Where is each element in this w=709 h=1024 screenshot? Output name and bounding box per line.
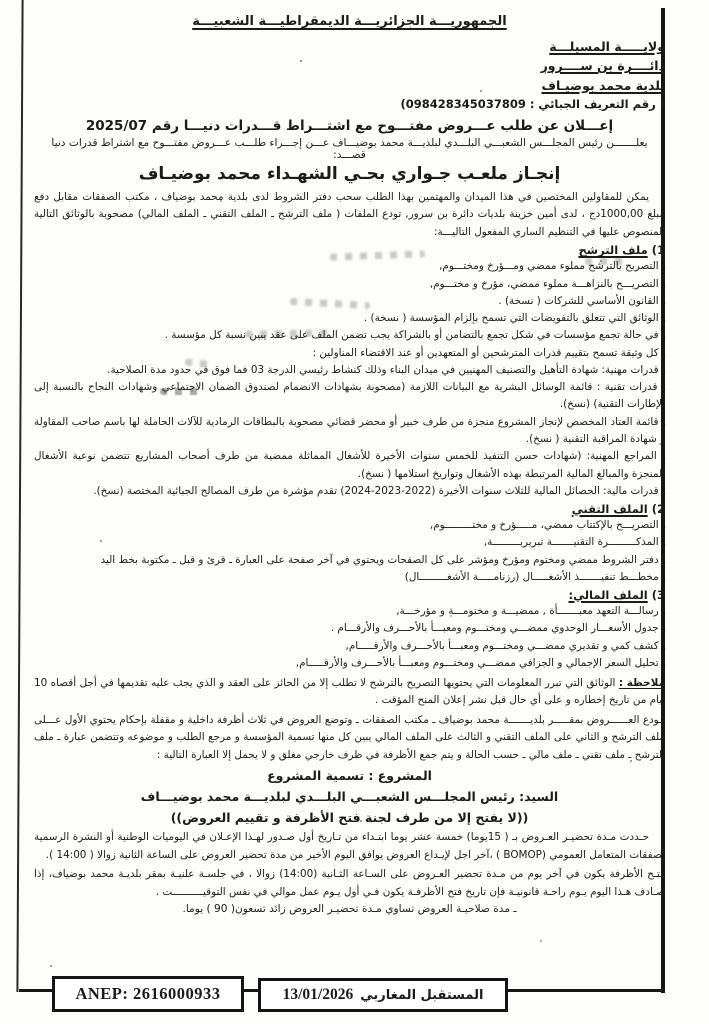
requirement-item: ـ مخطـــط تنفيـــــــذ الأشغـــــال (رزنامـــــة الأشغـــــــــال) [404,570,665,583]
requirement-item: ـ قدرات تقنية : قائمة الوسائل البشرية مع البيانات اللازمة (مصحوبة بشهادات الانضمام لصندوق الضمان الاجتماعي وشهادات النجاح بالنسبة إلى الإطارات التقنية) (نسخ). [34,381,665,411]
requirement-item: ـ رسالـــة التعهد معبـــــــأة , ممضيـــة و مختومـــة و مؤرخـــة, [396,605,665,618]
requirement-item: ـ المراجع المهنية: (شهادات حسن التنفيذ للخمس سنوات الأخيرة للأشغال المماثلة ممضية من طرف أصحاب المشاريع تتضمن نوعية الأشغال المنجزة والمبالغ المالية المرتبطة بهذه الأشغال وتواريخ استلامها ( نسخ). [34,450,665,480]
requirement-item: ـ قدرات مالية: الحصائل المالية للثلاث سنوات الأخيرة (2022-2023-2024) تقدم مؤشرة من طرف المصالح الجبائية المختصة (نسخ). [93,484,665,497]
anep-box [52,976,244,1012]
opening-paragraph: فتـح الأظرفة يكون في آخر يوم من مـدة تحضير العـروض على السـاعة الثـانية (14:00) زوالا ، في جلسـة علنيـة بمقر بلديـة محمد بوضياف، إذا صـادف هـذا اليوم يـوم راحـة قانونيـة فإن تاريخ فتح الأظرفـة يكون فـي أول يـوم عمل موالي في نفس التوقيــــــــــت . [34,868,665,898]
requirement-item: ـ كشف كمي و تقديري ممضـــي ومختـــوم ومعبـــأ بالأحـــرف والأرقـــــام, [345,639,665,652]
envelope-addressee: السيد: رئيس المجلـــس الشعبـــي البلـــدي لبلديـــة محمد بوضيـــاف [140,789,559,805]
document-body [34,12,665,926]
note-label: ملاحظة : [618,677,665,690]
daira-line: دائــــرة بن ســــرور [540,58,665,74]
wilaya-line: ولايـــــة المسيلـــة [549,39,665,54]
submission-paragraph: تـودع العــــــروض بمقـــــر بلديـــــــة محمد بوضياف ـ مكتب الصفقات ـ وتوضع العروض في ثلاث أظرفة داخلية و مقفلة بإحكام يحتوي الأول عـــلى ملف الترشح و الثاني على الملف التقني و الثالث على الملف المالي يبين كل منها تسمية المؤسسة و مرجع الطلب و موضوعه وتتضمن عبارة ـ ملف الترشح ـ ملف تقني ـ ملف مالي ـ حسب الحالة و يتم جمع الأظرفة في ظرف خارجي مغلق و لا يحمل إلا العبارة التالية : [34,713,665,761]
requirement-item: ـ الوثائق التي تتعلق بالتفويضات التي تسمح بإلزام المؤسسة ( نسخة) . [363,312,665,325]
requirement-item: ـ القانون الأساسي للشركات ( نسخة) . [498,294,665,307]
envelope-warning: ((لا يفتح إلا من طرف لجنة فتح الأظرفة و تقييم العروض)) [170,810,529,826]
section-1-heading [34,243,665,257]
page-border-left [16,0,23,992]
requirement-item: ـ جدول الأسعـــار الوحدوي ممضـــي ومختـــوم ومعبـــأ بالأحـــرف والأرقـــام . [330,622,665,635]
tender-intro: يعلـــــــن رئيس المجلـــس الشعبـــي البلـــدي لبلديـــة محمد بوضيـــاف عـــن إجـــراء طلـــب عـــروض مفتـــوح مع اشتراط قدرات دنيا قصـــد: [51,136,648,161]
section-3-title: الملف المالي: [568,588,648,603]
requirement-item: ـ دفتر الشروط ممضي ومختوم ومؤرخ ومؤشر على كل الصفحات ويحتوي في آخر صفحة على العبارة ـ قرئ و قبل ـ مكتوبة بخط اليد [100,553,665,566]
requirement-item: ـ التصريح بالترشح مملوء ممضي ومـــؤرخ ومختـــوم, [439,260,665,273]
commune-line: بلدية محمد بوضيـاف [541,77,665,93]
requirement-item: ـ التصريـــح بالإكتتاب ممضي، مـــــؤرخ و مختـــــــــوم, [429,519,665,532]
requirement-item: ـ قائمة العتاد المخصص لإنجاز المشروع منجزة من طرف خبير أو محضر قضائي مصحوبة بالبطاقات الرمادية للآلات الحاملة لها باسم صاحب المقاولة و شهادة المراقبة التقنية ( نسخ). [34,415,665,445]
republic-title: الجمهوريـــة الجزائريـــة الديمقراطيـــة الشعبيـــة [192,14,507,29]
journal-name: المستقبل المغاربي [360,987,484,1003]
anep-number: ANEP: 2616000933 [75,984,221,1003]
section-2-title: الملف التقني [571,502,648,517]
section-1-number: 1) [651,243,665,258]
tender-title: إعـــلان عن طلب عـــروض مفتـــوح مع اشتـــراط قـــدرات دنيـــا رقم 2025/07 [85,117,614,134]
requirement-item: ـ المذكـــــــــرة التقنيـــــــة تبريريـــــــــة, [483,536,665,549]
fiscal-id-line: ( رقم التعريف الجبائي : 098428345037809) [400,97,665,112]
requirement-item: ـ كل وثيقة تسمح بتقييم قدرات المترشحين أو المتعهدين أو عند الاقتضاء المناولين : [312,346,665,359]
note-text: الوثائق التي تبرر المعلومات التي يحتويها التصريح بالترشح لا تطلب إلا من الحائز على العقد و الذي يجب عليه تقديمها في أجل أقصاه 10 أيام من تاريخ إخطاره و على أي حال قبل نشر إعلان المنح المؤقت . [34,677,665,707]
justification-note [34,675,665,710]
envelope-project-line: المشروع : تسمية المشروع [267,768,432,784]
requirement-item: ـ تحليل السعر الإجمالي و الجزافي ممضـــي ومختـــوم ومعبـــأ بالأحـــرف والأرقـــــام, [295,656,665,669]
section-2-number: 2) [651,502,665,517]
section-1-title: ملف الترشح [578,243,648,258]
section-2-heading [34,502,665,516]
publication-date: 13/01/2026 [282,986,354,1003]
issuing-authority-block [34,37,665,114]
journal-box [258,978,508,1012]
validity-line: ـ مدة صلاحيـة العروض تساوي مـدة تحضيـر العروض زائد تسعون( 90 ) يوما. [182,903,517,915]
preparation-paragraph: حـددت مـدة تحضيـر العـروض بـ ( 15يوما) خمسة عشر يوما ابتـداء من تـاريخ أول صـدور لهـذا الإعـلان في اليوميات الوطنية أو النشرة الرسمية لصفقات المتعامل العمومي (BOMOP ) ،آخر اجل لإيـداع العروض يوافق اليوم الأخير من مدة تحضير العروض على الساعة الثانية زوالا ( 14:00 ). [34,831,665,861]
requirement-item: ـ التصريـــح بالنزاهـــة مملوء ممضي، مؤرخ و مختـــوم, [429,277,665,290]
withdrawal-paragraph: يمكن للمقاولين المختصين في هذا الميدان والمهتمين بهذا الطلب سحب دفتر الشروط لدى بلدية محمد بوضياف ، مكتب الصفقات مقابل دفع مبلغ 1000,00دج ، لدى أمين خزينة بلديات دائرة بن سرور, تودع الملفات ( ملف الترشح ـ الملف التقني ـ الملف المالي) مصحوبة بالوثائق التالية المنصوص عليها في التنظيم الساري المفعول التاليـــة: [34,190,665,238]
requirement-item: ـ قدرات مهنية: شهادة التأهيل والتصنيف المهنيين في ميدان البناء وذلك كنشاط رئيسي الدرجة 03 فما فوق في حدود مدة الصلاحية. [107,363,665,376]
section-3-heading [34,588,665,602]
project-title: إنجـاز ملعـب جـواري بحـي الشهـداء محمد بوضيـاف [138,163,561,184]
section-3-number: 3) [651,588,665,603]
requirement-item: ـ في حالة تجمع مؤسسات في شكل تجمع بالتضامن أو بالشراكة يجب تضمن الملف على عقد يبين نسبة كل مؤسسة . [164,329,665,342]
